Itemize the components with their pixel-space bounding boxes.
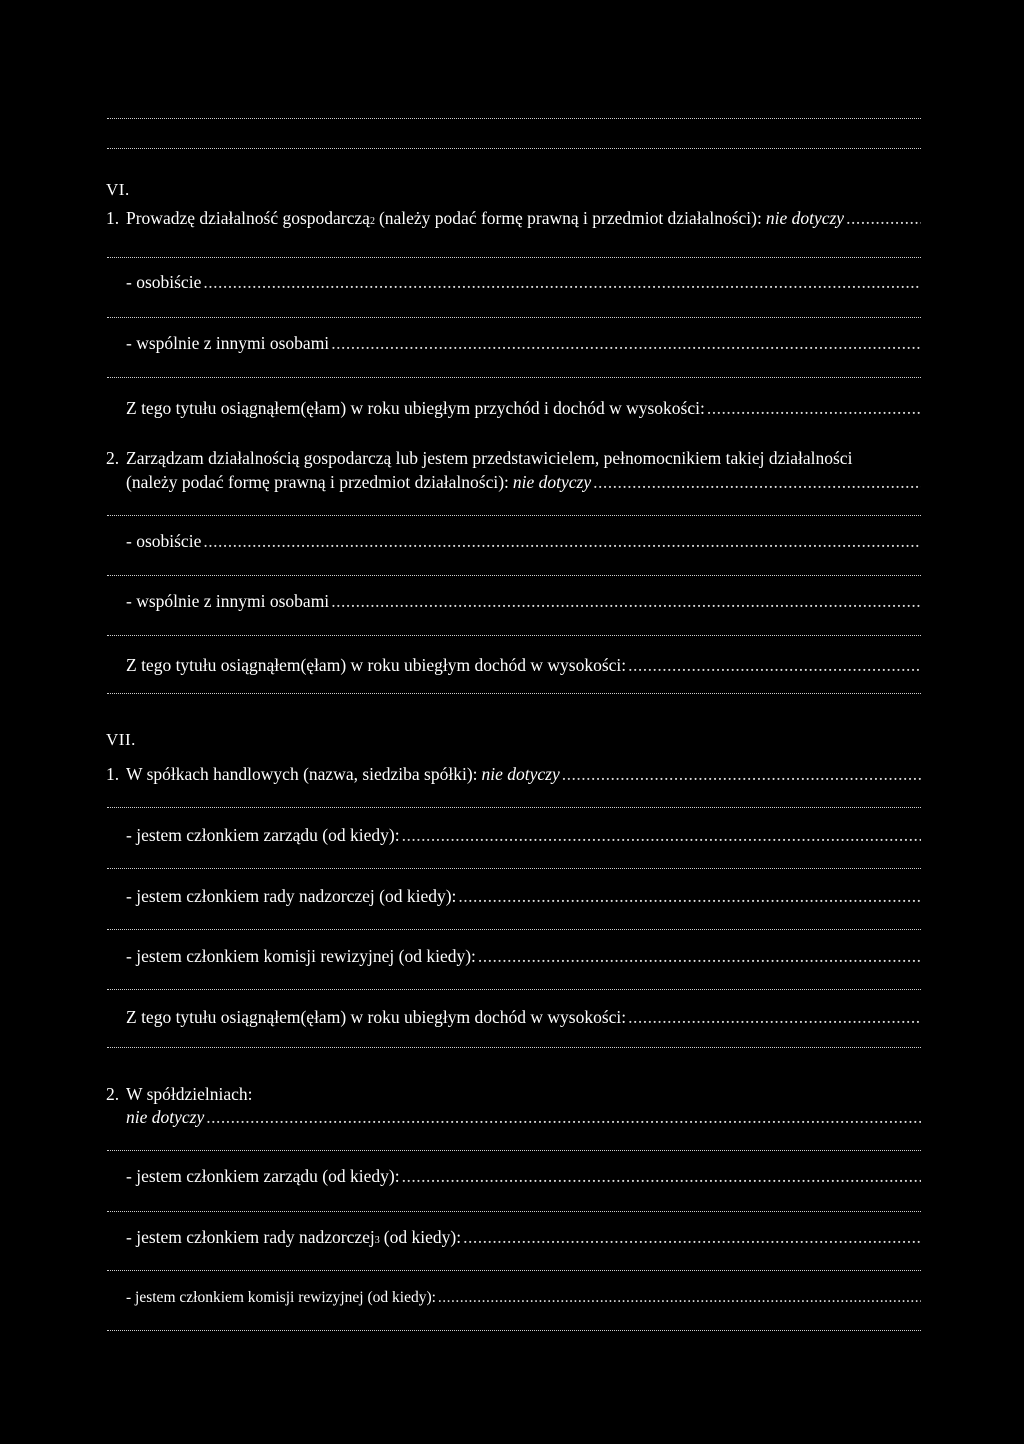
vi-1-income <box>126 398 921 418</box>
supervisory-label-after: (od kiedy): <box>383 1227 462 1247</box>
vi-item-2-line1 <box>106 448 921 468</box>
item-text: Prowadzę działalność gospodarczą <box>126 208 370 228</box>
income-label: Z tego tytułu osiągnąłem(ęłam) w roku ubiegłym przychód i dochód w wysokości: <box>126 398 705 418</box>
item-text: W spółdzielniach: <box>126 1084 253 1104</box>
vii-2-audit <box>126 1288 921 1308</box>
answer-not-applicable: nie dotyczy <box>481 764 560 784</box>
fill-dots <box>463 1227 921 1247</box>
vii-1-audit <box>126 946 921 966</box>
blank-line <box>107 1150 921 1151</box>
fill-dots <box>206 1107 921 1127</box>
jointly-label: - wspólnie z innymi osobami <box>126 591 330 611</box>
personally-label: - osobiście <box>126 531 202 551</box>
blank-line <box>107 693 921 694</box>
blank-line <box>107 377 921 378</box>
fill-dots <box>402 825 921 845</box>
blank-line <box>107 1047 921 1048</box>
vii-1-supervisory <box>126 886 921 906</box>
section-heading-vii: VII. <box>106 730 136 749</box>
blank-line <box>107 118 921 119</box>
blank-line <box>107 317 921 318</box>
blank-line <box>107 868 921 869</box>
income-label: Z tego tytułu osiągnąłem(ęłam) w roku ubiegłym dochód w wysokości: <box>126 655 627 675</box>
vi-1-jointly <box>126 333 921 353</box>
blank-line <box>107 807 921 808</box>
blank-line <box>107 1211 921 1212</box>
vii-2-answer <box>126 1107 921 1127</box>
fill-dots <box>846 208 921 228</box>
item-number: 1. <box>106 764 120 784</box>
vi-item-2-line2 <box>126 472 921 492</box>
jointly-label: - wspólnie z innymi osobami <box>126 333 330 353</box>
board-label: - jestem członkiem zarządu (od kiedy): <box>126 825 400 845</box>
item-text: W spółkach handlowych (nazwa, siedziba spółki): <box>126 764 478 784</box>
blank-line <box>107 148 921 149</box>
blank-line <box>107 989 921 990</box>
item-text: (należy podać formę prawną i przedmiot działalności): <box>126 472 509 492</box>
item-number: 2. <box>106 1084 120 1104</box>
vii-item-2 <box>106 1084 921 1104</box>
item-number: 2. <box>106 448 120 468</box>
fill-dots <box>402 1166 921 1186</box>
vi-2-jointly <box>126 591 921 611</box>
board-label: - jestem członkiem zarządu (od kiedy): <box>126 1166 400 1186</box>
blank-line <box>107 515 921 516</box>
supervisory-label: - jestem członkiem rady nadzorczej <box>126 1227 375 1247</box>
vii-1-board <box>126 825 921 845</box>
fill-dots <box>203 272 921 292</box>
fill-dots <box>478 946 921 966</box>
vii-item-1 <box>106 764 921 784</box>
vii-2-board <box>126 1166 921 1186</box>
item-text: Zarządzam działalnością gospodarczą lub jestem przedstawicielem, pełnomocnikiem takiej działalności <box>126 448 853 468</box>
fill-dots <box>628 655 921 675</box>
blank-line <box>107 1270 921 1271</box>
vi-1-personally <box>126 272 921 292</box>
personally-label: - osobiście <box>126 272 202 292</box>
fill-dots <box>203 531 921 551</box>
blank-line <box>107 257 921 258</box>
fill-dots <box>438 1288 921 1308</box>
income-label: Z tego tytułu osiągnąłem(ęłam) w roku ubiegłym dochód w wysokości: <box>126 1007 627 1027</box>
blank-line <box>107 929 921 930</box>
vi-item-1: 1. Prowadzę działalność gospodarczą 2 (należy podać formę prawną i przedmiot działalności): nie dotyczy ..... <box>106 208 921 228</box>
answer-not-applicable: nie dotyczy <box>512 472 592 492</box>
blank-line <box>107 575 921 576</box>
fill-dots <box>593 472 921 492</box>
audit-label: - jestem członkiem komisji rewizyjnej (od kiedy): <box>126 1289 436 1306</box>
audit-label: - jestem członkiem komisji rewizyjnej (od kiedy): <box>126 946 476 966</box>
item-text-after: (należy podać formę prawną i przedmiot działalności): <box>378 208 762 228</box>
supervisory-label: - jestem członkiem rady nadzorczej (od kiedy): <box>126 886 457 906</box>
vii-2-supervisory: - jestem członkiem rady nadzorczej 3 (od kiedy): ..... <box>126 1227 921 1247</box>
fill-dots <box>458 886 921 906</box>
item-number: 1. <box>106 208 120 228</box>
answer-not-applicable: nie dotyczy <box>765 208 845 228</box>
fill-dots <box>331 333 921 353</box>
fill-dots <box>628 1007 921 1027</box>
fill-dots <box>331 591 921 611</box>
section-heading-vi: VI. <box>106 180 130 199</box>
blank-line <box>107 635 921 636</box>
fill-dots <box>707 398 921 418</box>
vi-2-personally <box>126 531 921 551</box>
answer-not-applicable: nie dotyczy <box>126 1107 205 1127</box>
vii-1-income <box>126 1007 921 1027</box>
blank-line <box>107 1330 921 1331</box>
fill-dots <box>562 764 921 784</box>
vi-2-income <box>126 655 921 675</box>
